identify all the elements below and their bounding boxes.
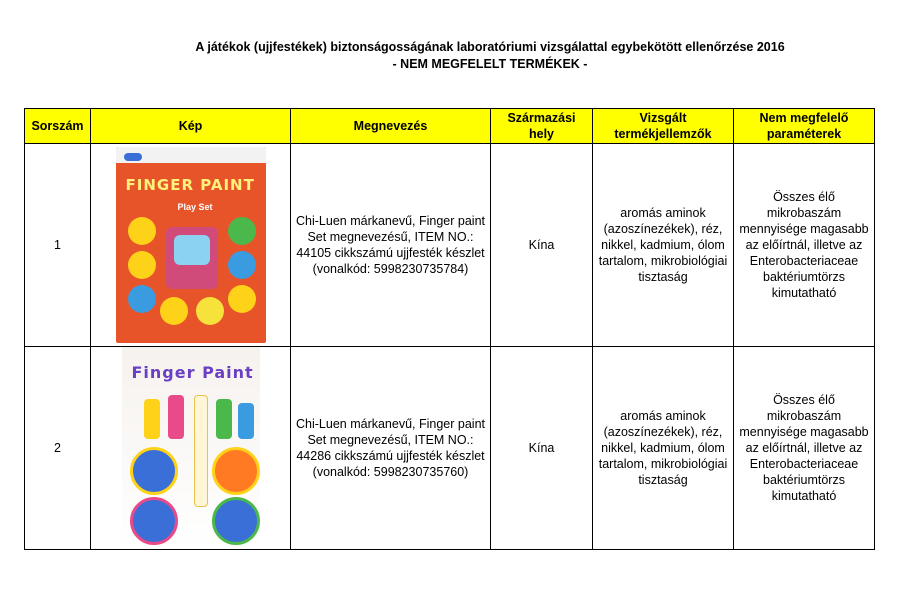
package-subtitle: Play Set xyxy=(177,202,213,212)
table-row xyxy=(25,347,875,550)
tested-parameters: aromás aminok (azoszínezékek), réz, nikkel, kadmium, ólom tartalom, mikrobiológiai tisztaság xyxy=(593,144,734,347)
failed-parameters: Összes élő mikrobaszám mennyisége magasabb az előírtnál, illetve az Enterobacteriaceae baktériumtörzs kimutatható xyxy=(734,144,875,347)
product-image-2 xyxy=(116,347,266,549)
failed-parameters: Összes élő mikrobaszám mennyisége magasabb az előírtnál, illetve az Enterobacteriaceae baktériumtörzs kimutatható xyxy=(734,347,875,550)
table-row xyxy=(25,144,875,347)
row-number: 2 xyxy=(25,347,91,550)
package-logo: FINGER PAINT xyxy=(125,176,255,194)
product-name: Chi-Luen márkanevű, Finger paint Set megnevezésű, ITEM NO.: 44105 cikkszámú ujjfesték készlet (vonalkód: 5998230735784) xyxy=(291,144,491,347)
package-logo: Finger Paint xyxy=(131,363,254,382)
col-header-nem-megfelelo: Nem megfelelő paraméterek xyxy=(734,109,875,144)
document-title: A játékok (ujjfestékek) biztonságosságának laboratóriumi vizsgálattal egybekötött ellenőrzése 2016 xyxy=(195,40,785,54)
product-image-cell xyxy=(91,347,291,550)
product-name: Chi-Luen márkanevű, Finger paint Set megnevezésű, ITEM NO.: 44286 cikkszámú ujjfesték készlet (vonalkód: 5998230735760) xyxy=(291,347,491,550)
products-table xyxy=(24,108,875,550)
col-header-kep: Kép xyxy=(91,109,291,144)
product-origin: Kína xyxy=(491,144,593,347)
tested-parameters: aromás aminok (azoszínezékek), réz, nikkel, kadmium, ólom tartalom, mikrobiológiai tisztaság xyxy=(593,347,734,550)
row-number: 1 xyxy=(25,144,91,347)
document-subtitle: - NEM MEGFELELT TERMÉKEK - xyxy=(392,57,588,71)
product-origin: Kína xyxy=(491,347,593,550)
product-image-cell xyxy=(91,144,291,347)
table-header-row xyxy=(25,109,875,144)
col-header-szarmazasi-hely: Származási hely xyxy=(491,109,593,144)
col-header-megnevezes: Megnevezés xyxy=(291,109,491,144)
col-header-vizsgalt: Vizsgált termékjellemzők xyxy=(593,109,734,144)
product-image-1 xyxy=(116,147,266,343)
col-header-sorszam: Sorszám xyxy=(25,109,91,144)
